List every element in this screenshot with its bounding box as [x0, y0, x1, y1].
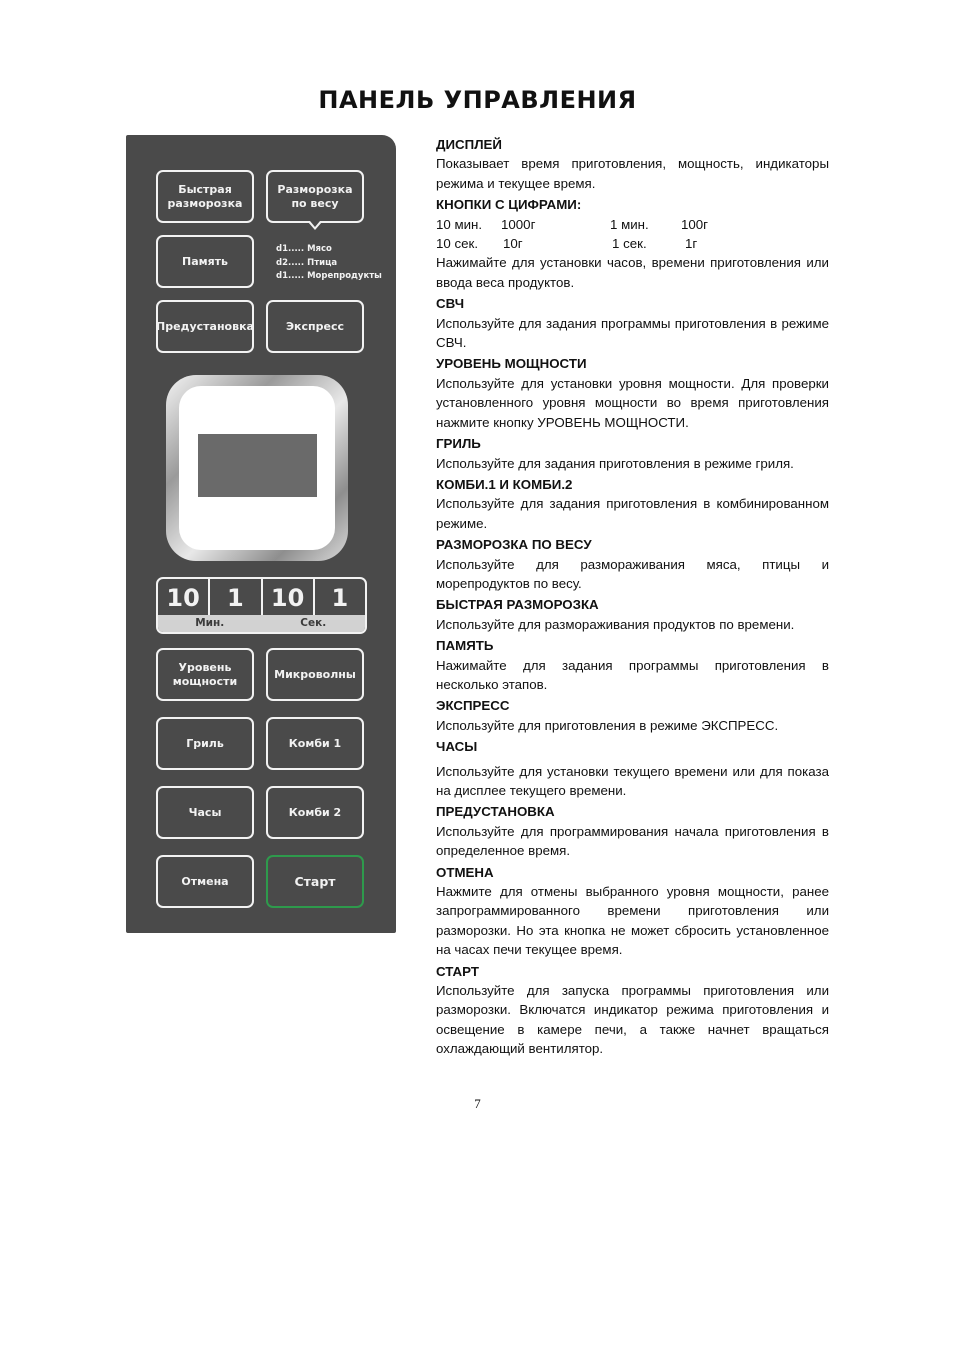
combi2-button[interactable]	[266, 786, 364, 839]
section-title-grill: ГРИЛЬ	[436, 436, 481, 452]
preset-label: Предустановка	[156, 319, 254, 333]
grill-button[interactable]	[156, 717, 254, 770]
digit-button-10-min[interactable]: 10	[158, 579, 210, 617]
section-text-memory: Нажимайте для задания программы приготовления в несколько этапов.	[436, 657, 829, 692]
cancel-button[interactable]	[156, 855, 254, 908]
num-cell: 1 сек.	[612, 236, 647, 252]
section-title-power-level: УРОВЕНЬ МОЩНОСТИ	[436, 356, 587, 372]
display-screen	[198, 434, 317, 497]
display-frame	[166, 375, 348, 561]
section-text-express: Используйте для приготовления в режиме ЭКСПРЕСС.	[436, 717, 779, 733]
section-text-display: Показывает время приготовления, мощность, индикаторы режима и текущее время.	[436, 156, 829, 191]
section-title-express: ЭКСПРЕСС	[436, 698, 510, 714]
section-title-quick-defrost: БЫСТРАЯ РАЗМОРОЗКА	[436, 597, 599, 613]
number-buttons-row	[436, 215, 829, 234]
num-cell: 10 сек.	[436, 236, 479, 252]
num-cell: 1 мин.	[610, 216, 649, 232]
clock-button[interactable]	[156, 786, 254, 839]
preset-button[interactable]	[156, 300, 254, 353]
digit-label-min: Мин.	[195, 617, 225, 629]
combi2-label: Комби 2	[288, 805, 342, 819]
section-title-cancel: ОТМЕНА	[436, 864, 494, 880]
start-button[interactable]	[266, 855, 364, 908]
microwave-button[interactable]	[266, 648, 364, 701]
quick-defrost-label: Быстрая разморозка	[167, 182, 243, 210]
descriptions	[436, 133, 829, 1060]
num-cell: 100г	[681, 216, 709, 232]
section-text-power-level: Используйте для установки уровня мощности. Для проверки установленного уровня мощности во время приготовления нажмите кнопку УРОВЕНЬ МОЩНОСТИ.	[436, 375, 829, 430]
section-title-preset: ПРЕДУСТАНОВКА	[436, 804, 555, 820]
page-number: 7	[474, 1096, 481, 1111]
section-text-number-buttons: Нажимайте для установки часов, времени приготовления или ввода веса продуктов.	[436, 255, 829, 290]
section-title-start: СТАРТ	[436, 963, 479, 979]
display-window	[179, 386, 335, 550]
section-title-weight-defrost: РАЗМОРОЗКА ПО ВЕСУ	[436, 537, 592, 553]
digit-button-1-min[interactable]: 1	[210, 579, 262, 617]
num-cell: 1г	[685, 236, 698, 252]
start-label: Старт	[294, 873, 336, 889]
power-level-label: Уровень мощности	[172, 660, 238, 688]
microwave-label: Микроволны	[274, 667, 356, 681]
number-buttons-row	[436, 234, 829, 253]
express-label: Экспресс	[285, 319, 345, 333]
quick-defrost-button[interactable]	[156, 170, 254, 223]
digit-label-sec: Сек.	[300, 617, 327, 629]
weight-program-list	[276, 243, 382, 284]
clock-label: Часы	[188, 805, 222, 819]
digit-button-10-sec[interactable]: 10	[263, 579, 315, 617]
weight-defrost-label: Разморозка по весу	[277, 182, 353, 210]
weight-program-poultry: d2..... Птица	[276, 257, 338, 268]
memory-button[interactable]	[156, 235, 254, 288]
section-text-start: Используйте для запуска программы приготовления или разморозки. Включатся индикатор режима приготовления и освещение в камере печи, а также начнет вращаться охлаждающий вентилятор.	[436, 983, 829, 1057]
section-title-clock: ЧАСЫ	[436, 739, 478, 755]
section-text-cancel: Нажмите для отмены выбранного уровня мощности, ранее запрограммированного времени приготовления или разморозки. Но эта кнопка не может сбросить установленное на часах печи текущее время.	[436, 884, 829, 958]
digit-button-1-sec[interactable]: 1	[331, 584, 349, 612]
cancel-label: Отмена	[181, 874, 229, 888]
num-cell: 10 мин.	[436, 216, 483, 232]
weight-program-seafood: d1..... Морепродукты	[276, 271, 382, 281]
control-panel	[126, 135, 396, 933]
power-level-button[interactable]	[156, 648, 254, 701]
weight-program-meat: d1..... Мясо	[276, 244, 332, 254]
section-title-microwave: СВЧ	[436, 296, 465, 312]
section-text-weight-defrost: Используйте для размораживания мяса, птицы и морепродуктов по весу.	[436, 556, 829, 591]
weight-defrost-button[interactable]	[266, 170, 364, 223]
section-title-combi: КОМБИ.1 И КОМБИ.2	[436, 476, 573, 492]
grill-label: Гриль	[186, 736, 224, 750]
section-text-clock: Используйте для установки текущего времени или для показа на дисплее текущего времени.	[436, 763, 829, 798]
num-cell: 10г	[503, 236, 523, 252]
digit-buttons-block	[156, 577, 367, 634]
section-title-memory: ПАМЯТЬ	[436, 638, 494, 654]
combi1-button[interactable]	[266, 717, 364, 770]
page-title: ПАНЕЛЬ УПРАВЛЕНИЯ	[318, 86, 637, 114]
memory-label: Память	[181, 254, 228, 268]
section-title-display: ДИСПЛЕЙ	[436, 137, 502, 152]
section-text-microwave: Используйте для задания программы приготовления в режиме СВЧ.	[436, 315, 829, 351]
section-text-quick-defrost: Используйте для размораживания продуктов по времени.	[436, 616, 795, 632]
section-text-preset: Используйте для программирования начала приготовления в определенное время.	[436, 823, 829, 859]
num-cell: 1000г	[501, 216, 536, 232]
express-button[interactable]	[266, 300, 364, 353]
section-text-grill: Используйте для задания приготовления в режиме гриля.	[436, 455, 794, 471]
section-title-number-buttons: КНОПКИ С ЦИФРАМИ:	[436, 197, 582, 213]
combi1-label: Комби 1	[288, 736, 342, 750]
section-text-combi: Используйте для задания приготовления в комбинированном режиме.	[436, 496, 829, 531]
